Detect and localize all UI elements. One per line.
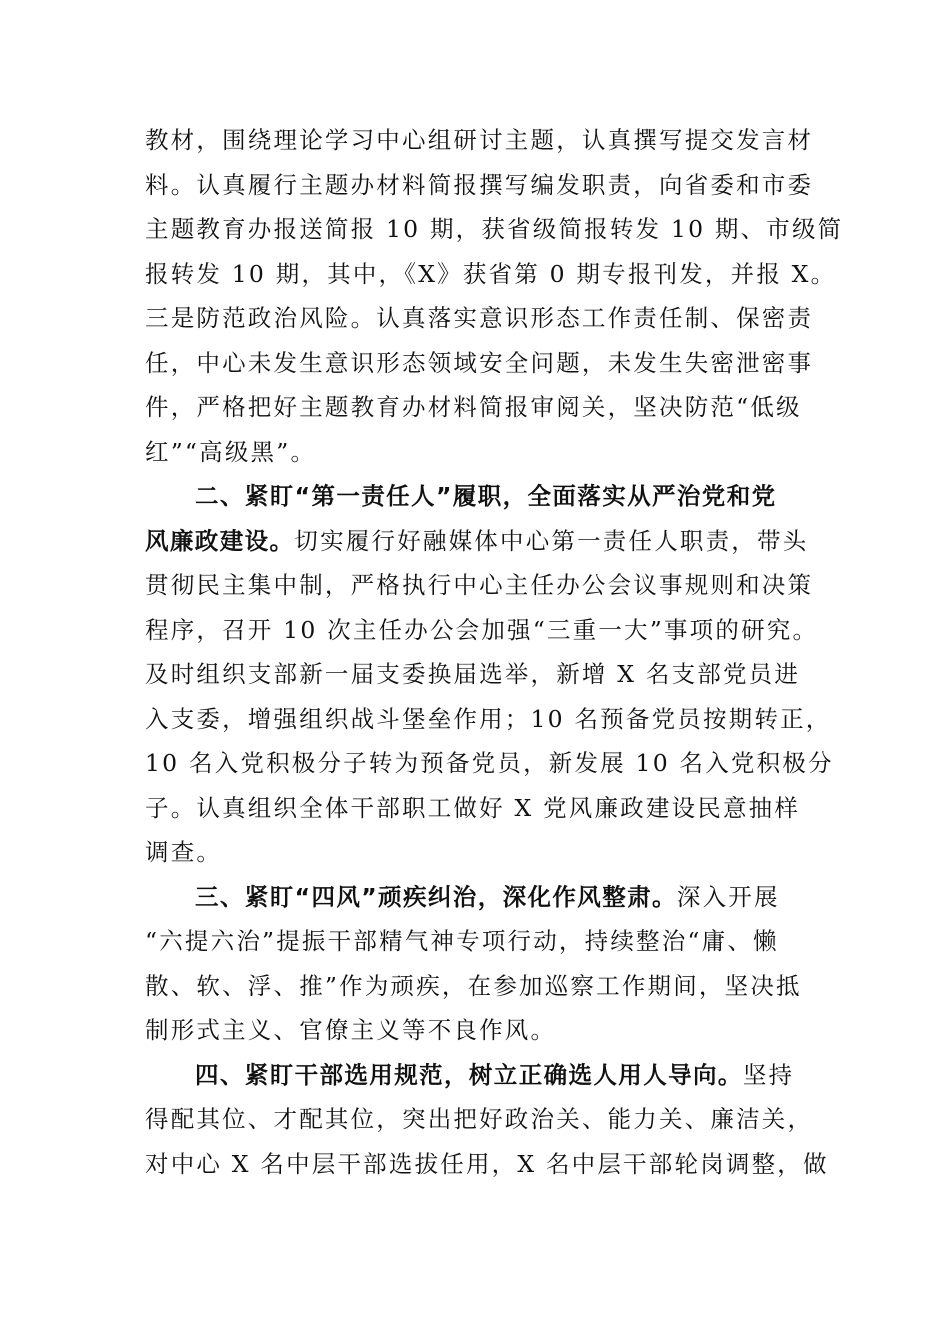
text-line: 贯彻民主集中制，严格执行中心主任办公会议事规则和决策 <box>145 571 814 599</box>
paragraph-3 <box>145 875 810 1053</box>
text-line: 主题教育办报送简报 10 期，获省级简报转发 10 期、市级简 <box>145 215 844 243</box>
text-line: 程序，召开 10 次主任办公会加强“三重一大”事项的研究。 <box>145 615 819 644</box>
text-line: 料。认真履行主题办材料简报撰写编发职责，向省委和市委 <box>145 170 814 199</box>
text-line: 散、软、浮、推”作为顽疾，在参加巡察工作期间，坚决抵 <box>145 971 802 1000</box>
text-line: 对中心 X 名中层干部选拔任用，X 名中层干部轮岗调整，做 <box>145 1149 829 1178</box>
text-line: 红”“高级黑”。 <box>145 437 317 466</box>
text-line <box>145 519 810 564</box>
section-heading: 三、紧盯“四风”顽疾纠治，深化作风整肃。 <box>195 882 677 911</box>
section-heading-continuation: 风廉政建设。 <box>145 526 295 555</box>
text-line: 教材，围绕理论学习中心组研讨主题，认真撰写提交发言材 <box>145 126 814 154</box>
paragraph-1 <box>145 118 844 474</box>
text-line: 子。认真组织全体干部职工做好 X 党风廉政建设民意抽样 <box>145 793 801 822</box>
text-line: 及时组织支部新一届支委换届选举，新增 X 名支部党员进 <box>145 660 801 688</box>
section-heading: 二、紧盯“第一责任人”履职，全面落实从严治党和党 <box>195 482 777 510</box>
text-line: 调查。 <box>145 838 223 866</box>
text-line: 10 名入党积极分子转为预备党员，新发展 10 名入党积极分 <box>145 749 834 777</box>
text-run: 切实履行好融媒体中心第一责任人职责，带头 <box>294 526 809 555</box>
text-line: 报转发 10 期，其中，《X》获省第 0 期专报刊发，并报 X。 <box>145 259 837 288</box>
text-line <box>145 875 810 920</box>
text-line: 得配其位、才配其位，突出把好政治关、能力关、廉洁关， <box>145 1105 814 1133</box>
text-line: “六提六治”提振干部精气神专项行动，持续整治“庸、懒 <box>145 927 779 955</box>
paragraph-2 <box>145 474 834 875</box>
text-line: 件，严格把好主题教育办材料简报审阅关，坚决防范“低级 <box>145 393 802 421</box>
paragraph-4 <box>145 1053 829 1187</box>
text-line <box>145 1053 810 1098</box>
text-run: 坚持 <box>742 1060 795 1089</box>
text-run: 深入开展 <box>676 882 780 911</box>
text-line: 入支委，增强组织战斗堡垒作用；10 名预备党员按期转正， <box>145 704 832 733</box>
document-page <box>145 118 844 1186</box>
text-line: 任，中心未发生意识形态领域安全问题，未发生失密泄密事 <box>145 348 814 377</box>
section-heading: 四、紧盯干部选用规范，树立正确选人用人导向。 <box>195 1060 743 1089</box>
text-line: 制形式主义、官僚主义等不良作风。 <box>145 1016 557 1044</box>
text-line: 三是防范政治风险。认真落实意识形态工作责任制、保密责 <box>145 304 814 332</box>
